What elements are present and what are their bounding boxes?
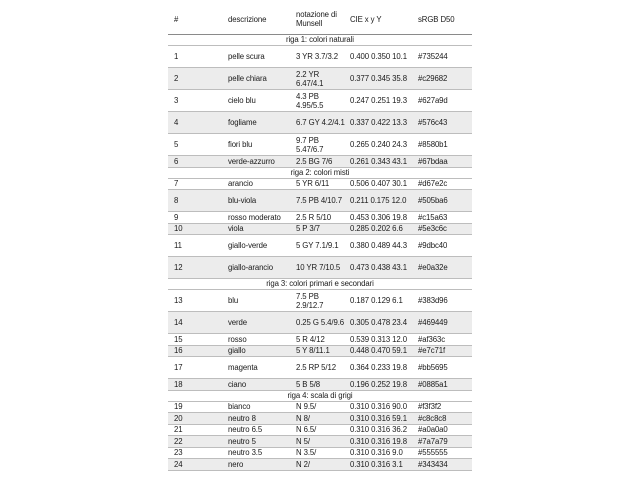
row-number: 6 [174, 156, 179, 166]
row-description: pelle chiara [228, 74, 267, 83]
row-description: blu [228, 296, 239, 305]
row-srgb: #a0a0a0 [418, 425, 448, 435]
row-cie: 0.305 0.478 23.4 [350, 318, 407, 327]
row-cie: 0.539 0.313 12.0 [350, 334, 407, 344]
table-row [168, 436, 472, 448]
row-number: 19 [174, 402, 183, 412]
row-cie: 0.310 0.316 90.0 [350, 402, 407, 412]
row-munsell: N 8/ [296, 413, 310, 423]
row-number: 22 [174, 436, 183, 446]
row-cie: 0.310 0.316 3.1 [350, 459, 403, 469]
row-munsell: N 3.5/ [296, 448, 317, 458]
row-number: 9 [174, 212, 179, 222]
table-row [168, 212, 472, 224]
row-cie: 0.473 0.438 43.1 [350, 263, 407, 272]
row-munsell: 0.25 G 5.4/9.6 [296, 318, 345, 327]
row-munsell: 3 YR 3.7/3.2 [296, 52, 339, 61]
table-row [168, 46, 472, 68]
row-srgb: #c29682 [418, 74, 448, 83]
table-row [168, 90, 472, 112]
row-number: 17 [174, 363, 183, 372]
row-munsell: 5 Y 8/11.1 [296, 346, 330, 356]
row-cie: 0.310 0.316 19.8 [350, 436, 407, 446]
row-cie: 0.364 0.233 19.8 [350, 363, 407, 372]
header-description: descrizione [228, 14, 267, 24]
table-row [168, 334, 472, 346]
table-row [168, 112, 472, 134]
row-srgb: #5e3c6c [418, 224, 447, 234]
row-number: 4 [174, 118, 179, 127]
row-cie: 0.196 0.252 19.8 [350, 379, 407, 389]
row-srgb: #505ba6 [418, 196, 448, 205]
row-number: 3 [174, 96, 179, 105]
row-number: 20 [174, 413, 183, 423]
row-srgb: #e7c71f [418, 346, 446, 356]
row-number: 11 [174, 241, 182, 250]
row-cie: 0.506 0.407 30.1 [350, 179, 407, 189]
row-munsell: 10 YR 7/10.5 [296, 263, 341, 272]
row-munsell: 2.2 YR 6.47/4.1 [296, 69, 324, 88]
row-munsell: 5 GY 7.1/9.1 [296, 241, 339, 250]
row-srgb: #8580b1 [418, 140, 448, 149]
row-description: blu-viola [228, 196, 257, 205]
row-description: nero [228, 459, 244, 469]
row-number: 13 [174, 296, 183, 305]
row-srgb: #735244 [418, 52, 448, 61]
header-cie: CIE x y Y [350, 14, 382, 24]
row-cie: 0.453 0.306 19.8 [350, 212, 407, 222]
row-number: 16 [174, 346, 183, 356]
row-munsell: N 9.5/ [296, 402, 317, 412]
table-row [168, 156, 472, 168]
row-cie: 0.400 0.350 10.1 [350, 52, 407, 61]
row-srgb: #383d96 [418, 296, 448, 305]
section-title: riga 4: scala di grigi [168, 391, 472, 402]
row-description: neutro 5 [228, 436, 256, 446]
row-srgb: #555555 [418, 448, 448, 458]
row-munsell: 2.5 BG 7/6 [296, 156, 333, 166]
row-number: 14 [174, 318, 183, 327]
row-cie: 0.310 0.316 59.1 [350, 413, 407, 423]
row-munsell: 2.5 RP 5/12 [296, 363, 336, 372]
row-cie: 0.377 0.345 35.8 [350, 74, 407, 83]
row-cie: 0.285 0.202 6.6 [350, 224, 403, 234]
row-description: giallo-arancio [228, 263, 273, 272]
table-row [168, 68, 472, 90]
row-cie: 0.380 0.489 44.3 [350, 241, 407, 250]
table-body [168, 35, 472, 471]
row-number: 18 [174, 379, 183, 389]
row-munsell: N 2/ [296, 459, 310, 469]
row-description: neutro 3.5 [228, 448, 263, 458]
row-number: 15 [174, 334, 183, 344]
row-srgb: #576c43 [418, 118, 448, 127]
row-srgb: #9dbc40 [418, 241, 448, 250]
row-description: bianco [228, 402, 251, 412]
table-row [168, 235, 472, 257]
row-description: ciano [228, 379, 247, 389]
row-munsell: 7.5 PB 4/10.7 [296, 196, 342, 205]
row-number: 5 [174, 140, 179, 149]
row-cie: 0.265 0.240 24.3 [350, 140, 407, 149]
row-srgb: #bb5695 [418, 363, 448, 372]
table-row [168, 357, 472, 379]
header-srgb: sRGB D50 [418, 14, 455, 24]
row-description: verde-azzurro [228, 156, 275, 166]
row-description: arancio [228, 179, 253, 189]
section-title: riga 1: colori naturali [168, 35, 472, 46]
row-description: verde [228, 318, 248, 327]
row-munsell: 4.3 PB 4.95/5.5 [296, 91, 324, 110]
row-number: 10 [174, 224, 183, 234]
row-munsell: 5 R 4/12 [296, 334, 325, 344]
table-row [168, 413, 472, 425]
row-munsell: 2.5 R 5/10 [296, 212, 331, 222]
row-number: 21 [174, 425, 183, 435]
table-row [168, 402, 472, 414]
row-description: neutro 6.5 [228, 425, 263, 435]
row-number: 12 [174, 263, 183, 272]
row-description: giallo [228, 346, 246, 356]
table-row [168, 290, 472, 312]
row-cie: 0.187 0.129 6.1 [350, 296, 403, 305]
table-row [168, 257, 472, 279]
row-description: rosso moderato [228, 212, 281, 222]
row-description: pelle scura [228, 52, 265, 61]
row-srgb: #0885a1 [418, 379, 448, 389]
row-description: neutro 8 [228, 413, 256, 423]
table-row [168, 448, 472, 460]
row-description: magenta [228, 363, 258, 372]
table-row [168, 134, 472, 156]
row-cie: 0.247 0.251 19.3 [350, 96, 407, 105]
row-munsell: N 6.5/ [296, 425, 317, 435]
row-munsell: 5 P 3/7 [296, 224, 320, 234]
row-munsell: 7.5 PB 2.9/12.7 [296, 291, 324, 310]
header-munsell: notazione di Munsell [296, 10, 337, 28]
row-munsell: 5 YR 6/11 [296, 179, 330, 189]
table-row [168, 190, 472, 212]
table-row [168, 312, 472, 334]
section-title: riga 2: colori misti [168, 168, 472, 179]
row-srgb: #f3f3f2 [418, 402, 442, 412]
row-number: 2 [174, 74, 179, 83]
table-row [168, 224, 472, 236]
row-description: cielo blu [228, 96, 256, 105]
row-cie: 0.448 0.470 59.1 [350, 346, 407, 356]
row-srgb: #c15a63 [418, 212, 448, 222]
row-description: fogliame [228, 118, 257, 127]
table-header [168, 4, 472, 35]
header-number: # [174, 14, 179, 24]
row-cie: 0.310 0.316 36.2 [350, 425, 407, 435]
row-srgb: #343434 [418, 459, 448, 469]
color-checker-table [168, 4, 472, 471]
section-title: riga 3: colori primari e secondari [168, 279, 472, 290]
row-cie: 0.211 0.175 12.0 [350, 196, 407, 205]
row-munsell: N 5/ [296, 436, 310, 446]
row-number: 7 [174, 179, 179, 189]
row-cie: 0.310 0.316 9.0 [350, 448, 403, 458]
row-description: rosso [228, 334, 247, 344]
row-srgb: #af363c [418, 334, 446, 344]
row-number: 1 [174, 52, 179, 61]
row-srgb: #67bdaa [418, 156, 448, 166]
row-number: 23 [174, 448, 183, 458]
row-cie: 0.261 0.343 43.1 [350, 156, 407, 166]
row-srgb: #d67e2c [418, 179, 448, 189]
row-number: 8 [174, 196, 179, 205]
row-description: fiori blu [228, 140, 253, 149]
row-srgb: #e0a32e [418, 263, 448, 272]
row-munsell: 6.7 GY 4.2/4.1 [296, 118, 345, 127]
row-munsell: 5 B 5/8 [296, 379, 321, 389]
row-description: viola [228, 224, 244, 234]
row-munsell: 9.7 PB 5.47/6.7 [296, 135, 324, 154]
row-srgb: #c8c8c8 [418, 413, 447, 423]
table-row [168, 346, 472, 358]
row-srgb: #469449 [418, 318, 448, 327]
row-description: giallo-verde [228, 241, 268, 250]
table-row [168, 425, 472, 437]
table-row [168, 179, 472, 191]
row-srgb: #627a9d [418, 96, 448, 105]
row-srgb: #7a7a79 [418, 436, 448, 446]
table-row [168, 459, 472, 471]
table-row [168, 379, 472, 391]
row-cie: 0.337 0.422 13.3 [350, 118, 407, 127]
row-number: 24 [174, 459, 183, 469]
